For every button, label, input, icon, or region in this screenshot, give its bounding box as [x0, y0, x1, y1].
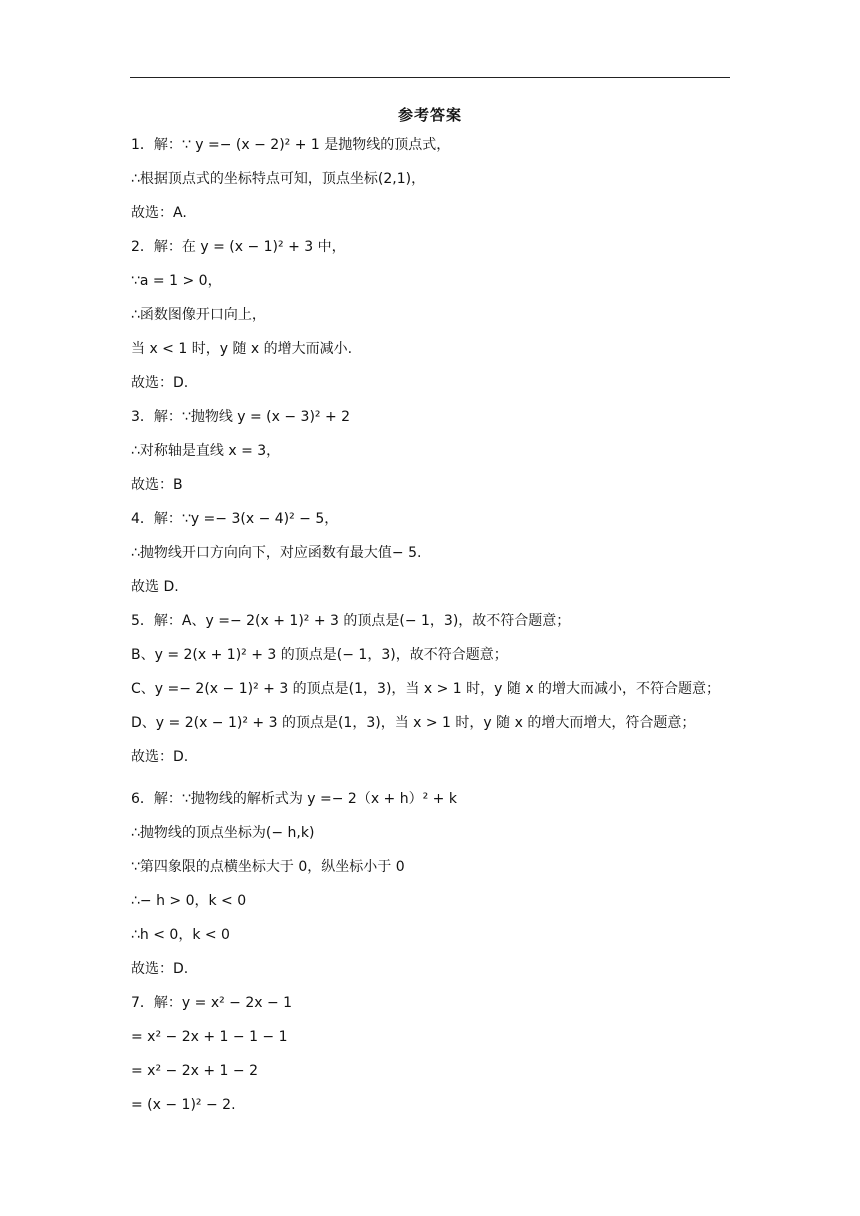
answer-2-choice: 故选：D. — [131, 375, 189, 391]
answer-1-choice: 故选：A. — [131, 205, 187, 221]
answer-3-line-1: 3．解：∵抛物线 y = (x − 3)² + 2 — [131, 409, 351, 425]
answer-5-option-b: B、y = 2(x + 1)² + 3 的顶点是(− 1，3)，故不符合题意； — [131, 647, 508, 663]
answer-1-line-2: ∴根据顶点式的坐标特点可知，顶点坐标(2,1)， — [131, 171, 426, 187]
answer-2-line-3: ∴函数图像开口向上， — [131, 307, 266, 323]
answer-4-line-1: 4．解：∵y =− 3(x − 4)² − 5， — [131, 511, 339, 527]
answer-1-line-1: 1．解：∵ y =− (x − 2)² + 1 是抛物线的顶点式， — [131, 137, 451, 153]
answer-3-choice: 故选：B — [131, 477, 183, 493]
answer-5-option-c: C、y =− 2(x − 1)² + 3 的顶点是(1，3)，当 x > 1 时，y 随 x 的增大而减小，不符合题意； — [131, 681, 721, 697]
answer-4-choice: 故选 D. — [131, 579, 179, 595]
answer-2-line-1: 2．解：在 y = (x − 1)² + 3 中， — [131, 239, 346, 255]
answer-7-line-3: = x² − 2x + 1 − 2 — [131, 1063, 258, 1079]
answer-4-line-2: ∴抛物线开口方向向下，对应函数有最大值− 5. — [131, 545, 422, 561]
answer-3-line-2: ∴对称轴是直线 x = 3， — [131, 443, 281, 459]
answer-7-line-2: = x² − 2x + 1 − 1 − 1 — [131, 1029, 288, 1045]
answer-5-choice: 故选：D. — [131, 749, 189, 765]
answer-5-option-a: 5．解：A、y =− 2(x + 1)² + 3 的顶点是(− 1，3)，故不符合题意； — [131, 613, 571, 629]
answer-6-line-5: ∴h < 0，k < 0 — [131, 927, 230, 943]
page-title: 参考答案 — [397, 106, 462, 124]
answer-7-line-1: 7．解：y = x² − 2x − 1 — [131, 995, 293, 1011]
header-rule — [130, 77, 730, 78]
answer-5-option-d: D、y = 2(x − 1)² + 3 的顶点是(1，3)，当 x > 1 时，y 随 x 的增大而增大，符合题意； — [131, 715, 696, 731]
answer-6-line-2: ∴抛物线的顶点坐标为(− h,k) — [131, 825, 315, 841]
answer-6-line-4: ∴− h > 0，k < 0 — [131, 893, 247, 909]
answer-body — [131, 134, 751, 1128]
answer-2-line-2: ∵a = 1 > 0， — [131, 273, 222, 289]
answer-6-line-1: 6．解：∵抛物线的解析式为 y =− 2（x + h）² + k — [131, 791, 457, 807]
answer-6-line-3: ∵第四象限的点横坐标大于 0，纵坐标小于 0 — [131, 859, 405, 875]
answer-6-choice: 故选：D. — [131, 961, 189, 977]
answer-7-line-4: = (x − 1)² − 2. — [131, 1097, 236, 1113]
answer-2-line-4: 当 x < 1 时，y 随 x 的增大而减小. — [131, 341, 353, 357]
